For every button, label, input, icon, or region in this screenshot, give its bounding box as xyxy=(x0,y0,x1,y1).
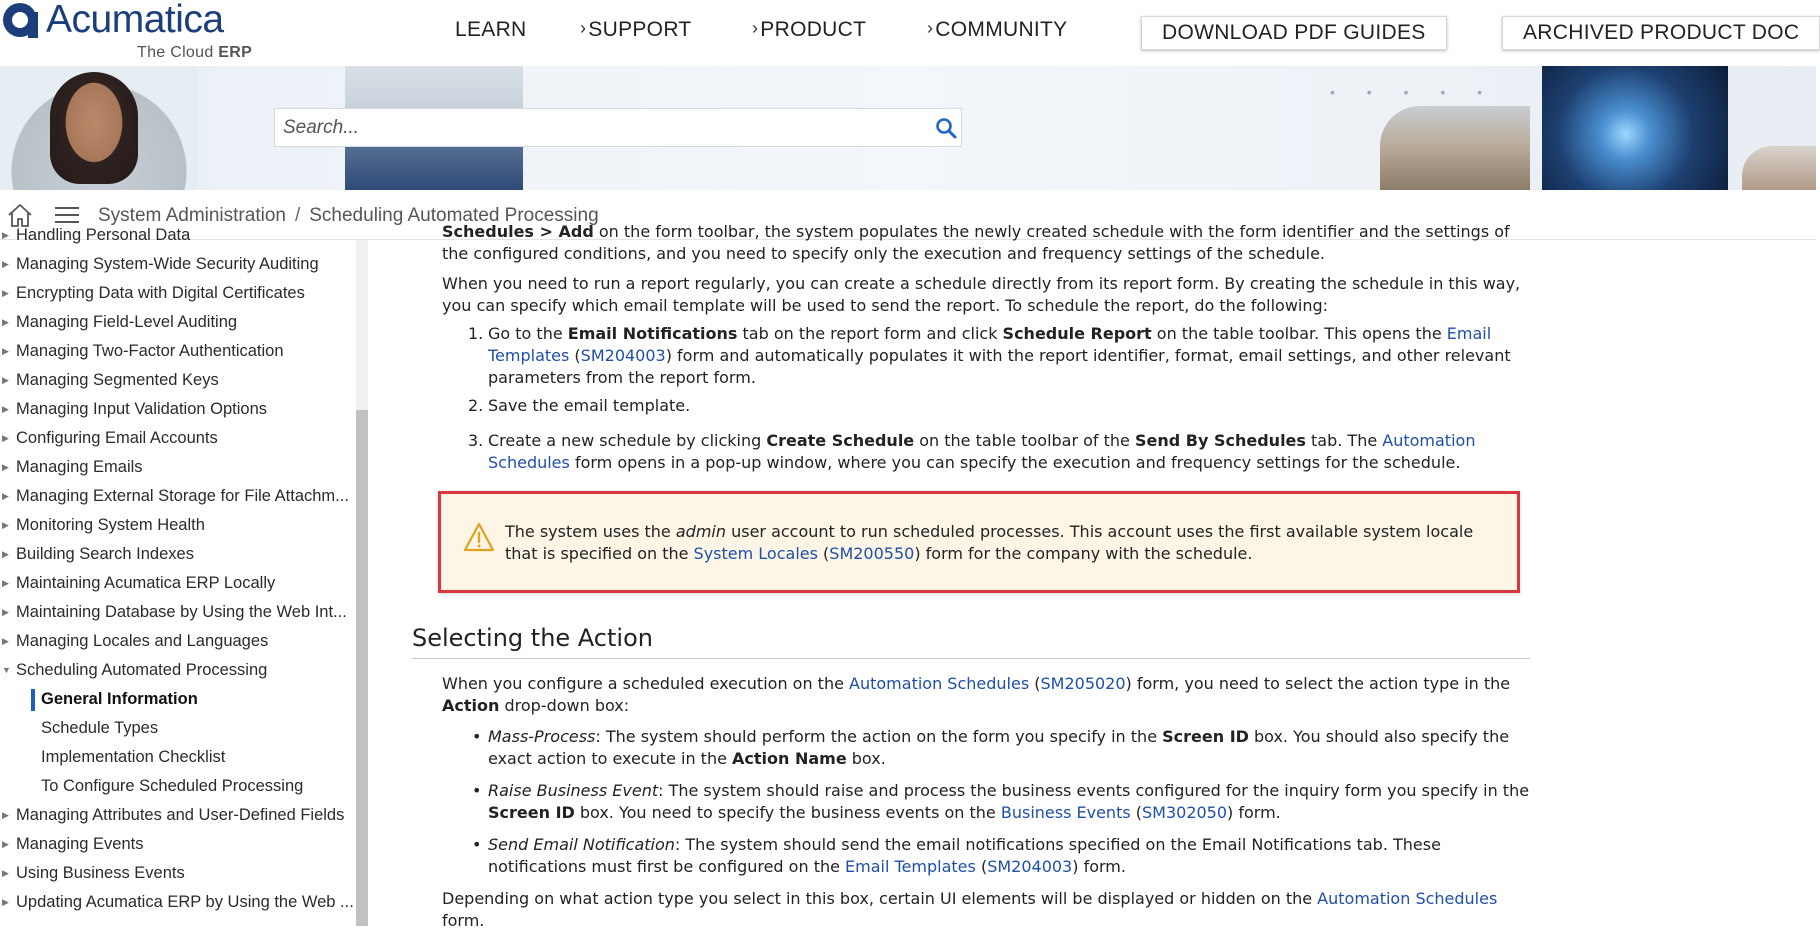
text: The system uses the xyxy=(505,522,676,541)
sidebar-item-label: Managing Locales and Languages xyxy=(16,632,269,650)
chevron-right-icon: › xyxy=(580,18,587,38)
paragraph-schedules-add xyxy=(442,221,1522,265)
sidebar-item-label: Updating Acumatica ERP by Using the Web ... xyxy=(16,893,354,911)
text: ( xyxy=(1130,803,1142,822)
sidebar-item[interactable] xyxy=(0,743,356,772)
text: box. xyxy=(846,749,886,768)
bullet-raise-business-event xyxy=(472,780,1532,824)
sidebar-item[interactable] xyxy=(0,801,356,830)
sidebar-item-label: Managing Field-Level Auditing xyxy=(16,313,238,331)
italic-text: admin xyxy=(675,522,726,541)
sidebar-item-label: Using Business Events xyxy=(16,864,185,882)
bold-text: Email Notifications xyxy=(567,324,738,343)
italic-text: Send Email Notification xyxy=(488,835,675,854)
text: on the table toolbar of the xyxy=(914,431,1135,450)
bold-text: Schedules > Add xyxy=(442,222,594,241)
bold-text: Action Name xyxy=(732,749,847,768)
text: tab on the report form and click xyxy=(737,324,1003,343)
list-item-step-2 xyxy=(468,395,1548,417)
caret-right-icon[interactable]: ▶ xyxy=(2,839,9,849)
nav-community[interactable] xyxy=(927,18,1067,42)
text: box. You need to specify the business events on the xyxy=(574,803,1001,822)
sidebar-item[interactable] xyxy=(0,511,356,540)
sidebar-toc xyxy=(0,226,368,926)
list-number: 2. xyxy=(468,396,484,415)
link-automation-schedules[interactable]: Automation Schedules xyxy=(1317,889,1498,908)
banner-photo-face xyxy=(50,72,138,184)
link-sm200550[interactable]: SM200550 xyxy=(829,544,915,563)
warning-callout xyxy=(438,491,1520,593)
caret-right-icon[interactable]: ▶ xyxy=(2,897,9,907)
sidebar-item[interactable] xyxy=(0,830,356,859)
sidebar-scrollbar-thumb[interactable] xyxy=(356,410,368,926)
archived-product-doc-button[interactable] xyxy=(1502,16,1820,50)
banner-photo-woman xyxy=(0,66,198,190)
sidebar-item-label: Building Search Indexes xyxy=(16,545,194,563)
sidebar-item-label: Schedule Types xyxy=(41,719,159,737)
sidebar-item[interactable] xyxy=(0,569,356,598)
sidebar-item[interactable] xyxy=(0,888,356,917)
breadcrumb-current[interactable]: Scheduling Automated Processing xyxy=(309,205,599,226)
text: ) form, you need to select the action type in the xyxy=(1125,674,1511,693)
sidebar-item-label: Managing System-Wide Security Auditing xyxy=(16,255,319,273)
caret-down-icon[interactable]: ▼ xyxy=(2,665,11,675)
nav-learn-label: LEARN xyxy=(455,18,527,41)
sidebar-item-label: Implementation Checklist xyxy=(41,748,226,766)
text: Depending on what action type you select in this box, certain UI elements will be displayed or hidden on the xyxy=(442,889,1318,908)
sidebar-list xyxy=(0,221,356,917)
caret-right-icon[interactable]: ▶ xyxy=(2,259,9,269)
text: : The system should perform the action on the form you specify in the xyxy=(595,727,1163,746)
bullet-text xyxy=(488,834,1532,878)
sidebar-item-label: Scheduling Automated Processing xyxy=(16,661,268,679)
caret-right-icon[interactable]: ▶ xyxy=(2,607,9,617)
nav-learn[interactable] xyxy=(455,18,527,42)
acumatica-logo-icon xyxy=(2,2,38,38)
text: : The system should raise and process the business events configured for the inquiry form you specify in the xyxy=(658,781,1530,800)
bold-text: Screen ID xyxy=(488,803,575,822)
list-item-text xyxy=(488,323,1548,389)
list-item-step-3 xyxy=(468,430,1548,474)
text: drop-down box: xyxy=(499,696,630,715)
sidebar-item[interactable] xyxy=(0,453,356,482)
caret-right-icon[interactable]: ▶ xyxy=(2,549,9,559)
list-item-step-1 xyxy=(468,323,1548,389)
caret-right-icon[interactable]: ▶ xyxy=(2,868,9,878)
sidebar-item-label: Managing Segmented Keys xyxy=(16,371,219,389)
link-automation-schedules[interactable]: Automation Schedules xyxy=(849,674,1030,693)
sidebar-item-label: Managing Two-Factor Authentication xyxy=(16,342,284,360)
sidebar-item-label: Maintaining Acumatica ERP Locally xyxy=(16,574,276,592)
nav-community-label: COMMUNITY xyxy=(935,18,1068,41)
nav-product[interactable] xyxy=(752,18,866,42)
sidebar-item[interactable] xyxy=(0,656,356,685)
sidebar-item[interactable] xyxy=(0,598,356,627)
caret-right-icon[interactable]: ▶ xyxy=(2,230,9,240)
banner-decoration-dots: • • • • • xyxy=(1330,84,1497,100)
text: form opens in a pop-up window, where you can specify the execution and frequency settings for the schedule. xyxy=(569,453,1461,472)
breadcrumb-separator: / xyxy=(294,205,301,226)
caret-right-icon[interactable]: ▶ xyxy=(2,404,9,414)
banner-photo-man xyxy=(1380,106,1530,190)
brand-name: Acumatica xyxy=(46,0,224,41)
sidebar-item-label: To Configure Scheduled Processing xyxy=(41,777,304,795)
search-icon[interactable] xyxy=(935,117,957,139)
list-number: 3. xyxy=(468,431,484,450)
sidebar-item-label: Encrypting Data with Digital Certificates xyxy=(16,284,305,302)
sidebar-item[interactable] xyxy=(0,395,356,424)
banner-photo-welding xyxy=(1542,66,1728,190)
text: ( xyxy=(1029,674,1041,693)
nav-support[interactable] xyxy=(580,18,692,42)
text: ( xyxy=(817,544,830,563)
download-pdf-guides-label: DOWNLOAD PDF GUIDES xyxy=(1162,21,1426,44)
text: : The system should send the email notifications specified on the Email Notifications tab. These notifications must first be configured on the xyxy=(488,835,1441,876)
sidebar-item[interactable] xyxy=(0,482,356,511)
sidebar-item-label: Handling Personal Data xyxy=(16,226,191,244)
sidebar-item[interactable] xyxy=(0,250,356,279)
italic-text: Mass-Process xyxy=(488,727,596,746)
link-email-templates[interactable]: Email Templates xyxy=(488,324,1492,365)
bullet-mass-process xyxy=(472,726,1532,770)
sidebar-item[interactable] xyxy=(0,540,356,569)
link-sm204003[interactable]: SM204003 xyxy=(580,346,666,365)
brand-tagline-prefix: The Cloud xyxy=(137,44,219,61)
text: box. You should also specify the exact action to execute in the xyxy=(488,727,1510,768)
sidebar-item[interactable] xyxy=(0,308,356,337)
text: Create a new schedule by clicking xyxy=(488,431,767,450)
text: ) form for the company with the schedule. xyxy=(914,544,1253,563)
link-sm302050[interactable]: SM302050 xyxy=(1142,803,1228,822)
search-input[interactable] xyxy=(283,115,903,141)
sidebar-item[interactable] xyxy=(0,772,356,801)
link-automation-schedules[interactable]: Automation Schedules xyxy=(488,431,1476,472)
sidebar-item-label: Monitoring System Health xyxy=(16,516,205,534)
text: When you need to run a report regularly, you can create a schedule directly from its report form. By creating the schedule in this way, you can specify which email template will be used to send the report. To schedule the report, do the following: xyxy=(442,274,1521,315)
list-number: 1. xyxy=(468,324,484,343)
paragraph-action-type xyxy=(442,673,1522,717)
sidebar-scrollbar[interactable] xyxy=(356,240,368,926)
sidebar-item[interactable] xyxy=(0,424,356,453)
acumatica-logo[interactable] xyxy=(0,0,260,66)
brand-tagline xyxy=(137,44,252,62)
sidebar-item-label: Maintaining Database by Using the Web Int... xyxy=(16,603,347,621)
sidebar-item[interactable] xyxy=(0,366,356,395)
text: ) form and automatically populates it with the report identifier, format, email settings, and other relevant parameters from the report form. xyxy=(488,346,1511,387)
bullet-marker: • xyxy=(472,835,482,854)
sidebar-item-label: Managing Emails xyxy=(16,458,143,476)
paragraph-ui-elements xyxy=(442,888,1522,932)
list-item-text: Save the email template. xyxy=(488,396,691,415)
brand-tagline-bold: ERP xyxy=(218,44,253,61)
banner-photo-edge xyxy=(1742,146,1816,190)
sidebar-item-label: Managing Events xyxy=(16,835,144,853)
caret-right-icon[interactable]: ▶ xyxy=(2,636,9,646)
text: on the form toolbar, the system populates the newly created schedule with the form identifier and the settings of the configured conditions, and you need to specify only the execution and frequency settings of the schedule. xyxy=(442,222,1510,263)
caret-right-icon[interactable]: ▶ xyxy=(2,433,9,443)
italic-text: Raise Business Event xyxy=(488,781,659,800)
list-item-text xyxy=(488,430,1548,474)
sidebar-item[interactable] xyxy=(0,221,356,250)
text: ) form. xyxy=(1072,857,1126,876)
sidebar-item[interactable] xyxy=(0,279,356,308)
breadcrumb-root[interactable]: System Administration xyxy=(98,205,286,226)
top-navigation xyxy=(0,0,1816,66)
chevron-right-icon: › xyxy=(752,18,759,38)
caret-right-icon[interactable]: ▶ xyxy=(2,317,9,327)
caret-right-icon[interactable]: ▶ xyxy=(2,810,9,820)
link-sm204003[interactable]: SM204003 xyxy=(987,857,1073,876)
caret-right-icon[interactable]: ▶ xyxy=(2,375,9,385)
bullet-text xyxy=(488,726,1532,770)
sidebar-item[interactable] xyxy=(0,714,356,743)
bold-text: Action xyxy=(442,696,500,715)
sidebar-item-label: Managing Input Validation Options xyxy=(16,400,268,418)
bold-text: Send By Schedules xyxy=(1134,431,1306,450)
bullet-text xyxy=(488,780,1532,824)
text: ( xyxy=(569,346,581,365)
search-box xyxy=(274,108,962,147)
text: ) form. xyxy=(1227,803,1281,822)
sidebar-item[interactable] xyxy=(0,859,356,888)
caret-right-icon[interactable]: ▶ xyxy=(2,491,9,501)
sidebar-item[interactable] xyxy=(0,337,356,366)
text: form. xyxy=(442,911,485,930)
sidebar-item-label: Managing Attributes and User-Defined Fields xyxy=(16,806,345,824)
sidebar-item-label: Configuring Email Accounts xyxy=(16,429,218,447)
sidebar-item[interactable] xyxy=(0,685,356,714)
text: When you configure a scheduled execution on the xyxy=(442,674,850,693)
text: Go to the xyxy=(488,324,568,343)
bullet-marker: • xyxy=(472,781,482,800)
caret-right-icon[interactable]: ▶ xyxy=(2,346,9,356)
article-content xyxy=(368,222,1816,930)
text: ( xyxy=(975,857,988,876)
section-heading: Selecting the Action xyxy=(412,624,1530,659)
link-email-templates[interactable]: Email Templates xyxy=(845,857,976,876)
bold-text: Schedule Report xyxy=(1002,324,1152,343)
bullet-marker: • xyxy=(472,727,482,746)
bold-text: Screen ID xyxy=(1162,727,1249,746)
nav-support-label: SUPPORT xyxy=(588,18,692,41)
bold-text: Create Schedule xyxy=(766,431,915,450)
text: tab. The xyxy=(1305,431,1383,450)
sidebar-item-label: Managing External Storage for File Attachm... xyxy=(16,487,349,505)
paragraph-schedule-report xyxy=(442,273,1522,317)
nav-product-label: PRODUCT xyxy=(760,18,867,41)
chevron-right-icon: › xyxy=(927,18,934,38)
caret-right-icon[interactable]: ▶ xyxy=(2,578,9,588)
archived-product-doc-label: ARCHIVED PRODUCT DOC xyxy=(1523,21,1800,44)
link-sm205020[interactable]: SM205020 xyxy=(1040,674,1126,693)
caret-right-icon[interactable]: ▶ xyxy=(2,288,9,298)
caret-right-icon[interactable]: ▶ xyxy=(2,462,9,472)
text: user account to run scheduled processes. This account uses the first available system locale that is specified on the xyxy=(505,522,1474,563)
text: on the table toolbar. This opens the xyxy=(1151,324,1447,343)
sidebar-item-label: General Information xyxy=(41,690,198,708)
link-business-events[interactable]: Business Events xyxy=(1000,803,1131,822)
caret-right-icon[interactable]: ▶ xyxy=(2,520,9,530)
download-pdf-guides-button[interactable] xyxy=(1141,16,1447,50)
bullet-send-email-notification xyxy=(472,834,1532,878)
warning-text xyxy=(505,521,1495,565)
sidebar-item[interactable] xyxy=(0,627,356,656)
link-system-locales[interactable]: System Locales xyxy=(693,544,818,563)
warning-icon xyxy=(463,522,495,552)
